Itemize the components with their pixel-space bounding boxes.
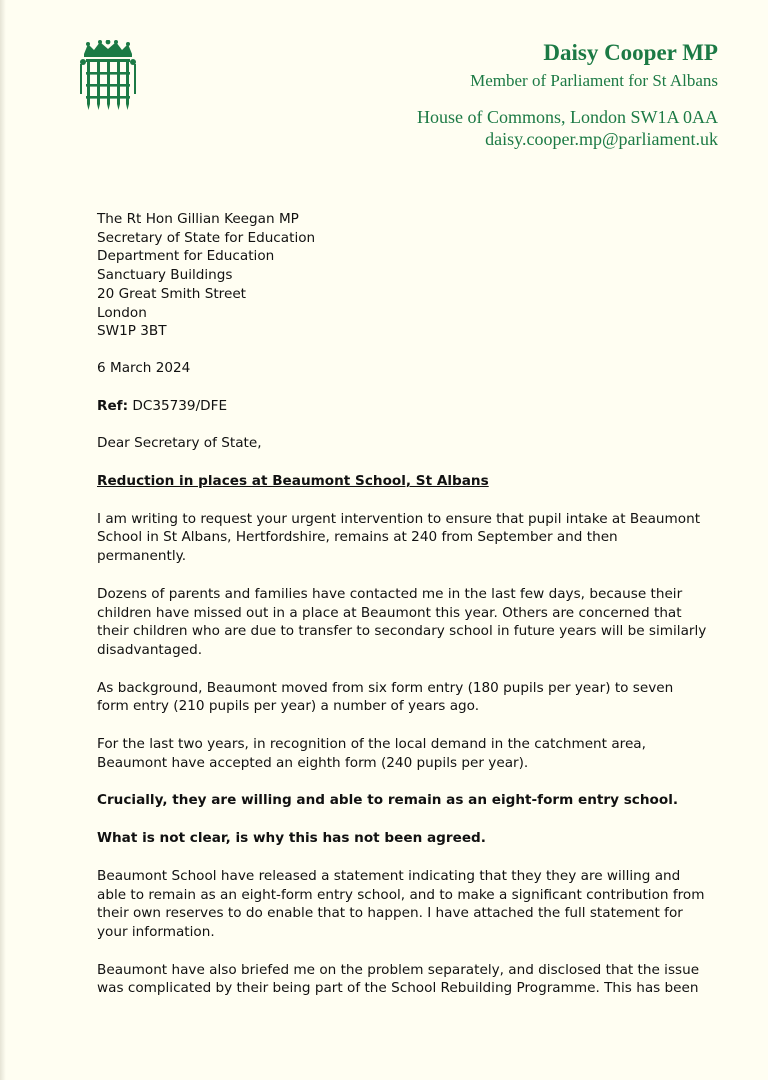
recipient-line: SW1P 3BT	[97, 323, 167, 340]
reference-label: Ref:	[97, 397, 129, 414]
mp-role: Member of Parliament for St Albans	[470, 71, 718, 90]
reference-value: DC35739/DFE	[132, 397, 228, 414]
letterhead	[417, 38, 718, 150]
portcullis-crown-icon	[78, 40, 138, 112]
paragraph: As background, Beaumont moved from six form entry (180 pupils per year) to seven form entry (210 pupils per year) a number of years ago.	[97, 679, 674, 715]
recipient-line: Department for Education	[97, 248, 275, 265]
letter-body	[97, 210, 707, 998]
mp-email: daisy.cooper.mp@parliament.uk	[485, 129, 718, 149]
mp-name: Daisy Cooper MP	[543, 40, 718, 65]
recipient-line: Secretary of State for Education	[97, 229, 316, 246]
recipient-address	[97, 210, 707, 341]
recipient-line: Sanctuary Buildings	[97, 267, 233, 284]
paragraph-bold: What is not clear, is why this has not been agreed.	[97, 830, 486, 847]
letter-date: 6 March 2024	[97, 359, 191, 376]
subject-heading: Reduction in places at Beaumont School, St Albans	[97, 473, 489, 490]
reference	[97, 397, 707, 416]
paragraph-bold: Crucially, they are willing and able to remain as an eight-form entry school.	[97, 792, 679, 809]
paragraph: Dozens of parents and families have contacted me in the last few days, because their children have missed out in a place at Beaumont this year. Others are concerned that their children who are due to transfer to secondary school in future years will be similarly disadvantaged.	[97, 585, 707, 658]
page-edge-shadow	[0, 0, 6, 1080]
recipient-line: London	[97, 304, 147, 321]
recipient-line: 20 Great Smith Street	[97, 285, 247, 302]
paragraph: Beaumont have also briefed me on the problem separately, and disclosed that the issue was complicated by their being part of the School Rebuilding Programme. This has been	[97, 961, 700, 997]
paragraph: For the last two years, in recognition of the local demand in the catchment area, Beaumont have accepted an eighth form (240 pupils per year).	[97, 736, 646, 771]
paragraph: Beaumont School have released a statement indicating that they they are willing and able to remain as an eight-form entry school, and to make a significant contribution from their own reserves to do enable that to happen. I have attached the full statement for your information.	[97, 867, 705, 940]
salutation: Dear Secretary of State,	[97, 435, 262, 452]
recipient-line: The Rt Hon Gillian Keegan MP	[97, 211, 299, 227]
paragraph: I am writing to request your urgent intervention to ensure that pupil intake at Beaumont School in St Albans, Hertfordshire, remains at 240 from September and then permanently.	[97, 510, 701, 565]
mp-address: House of Commons, London SW1A 0AA	[417, 107, 718, 127]
